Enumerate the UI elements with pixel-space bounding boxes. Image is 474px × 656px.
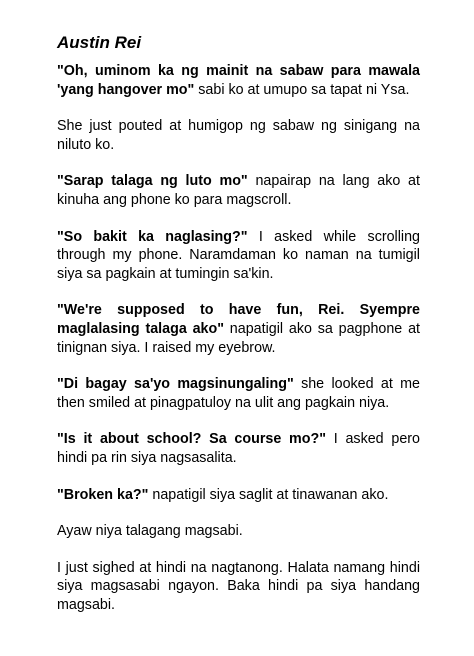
paragraph — [57, 228, 420, 284]
paragraph — [57, 430, 420, 467]
narration-text: she looked at me then smiled at pinagpatuloy na ulit ang pagkain niya. — [57, 376, 420, 411]
paragraph — [57, 301, 420, 357]
paragraph — [57, 172, 420, 209]
chapter-heading: Austin Rei — [57, 33, 142, 52]
narration-text: I asked pero hindi pa rin siya nagsasalita. — [57, 431, 420, 466]
narration-text: I just sighed at hindi na nagtanong. Halata namang hindi siya magsasabi ngayon. Baka hindi pa siya handang magsabi. — [57, 559, 420, 613]
narration-text: napatigil ako sa pagphone at tinignan siya. I raised my eyebrow. — [57, 320, 420, 356]
dialogue-quote: "Broken ka?" — [57, 486, 149, 503]
paragraph — [57, 486, 420, 505]
paragraph — [57, 375, 420, 412]
narration-text: She just pouted at humigop ng sabaw ng sinigang na niluto ko. — [57, 118, 420, 153]
dialogue-quote: "Di bagay sa'yo magsinungaling" — [57, 376, 294, 393]
paragraph — [57, 522, 420, 541]
narration-text: sabi ko at umupo sa tapat ni Ysa. — [194, 81, 410, 98]
dialogue-quote: "So bakit ka naglasing?" — [57, 228, 248, 245]
dialogue-quote: "Sarap talaga ng luto mo" — [57, 173, 248, 190]
paragraph — [57, 62, 420, 99]
narration-text: I asked while scrolling through my phone. Naramdaman ko naman na tumigil siya sa pagkain at tumingin sa'kin. — [57, 228, 420, 282]
narration-text: napatigil siya saglit at tinawanan ako. — [148, 486, 389, 503]
paragraph — [57, 117, 420, 154]
dialogue-quote: "Oh, uminom ka ng mainit na sabaw para mawala 'yang hangover mo" — [57, 63, 420, 98]
document-page — [57, 33, 420, 632]
dialogue-quote: "We're supposed to have fun, Rei. Syempre maglalasing talaga ako" — [57, 302, 420, 337]
paragraph — [57, 559, 420, 615]
narration-text: napairap na lang ako at kinuha ang phone ko para magscroll. — [57, 173, 420, 208]
narration-text: Ayaw niya talagang magsabi. — [57, 523, 243, 540]
dialogue-quote: "Is it about school? Sa course mo?" — [57, 431, 326, 448]
